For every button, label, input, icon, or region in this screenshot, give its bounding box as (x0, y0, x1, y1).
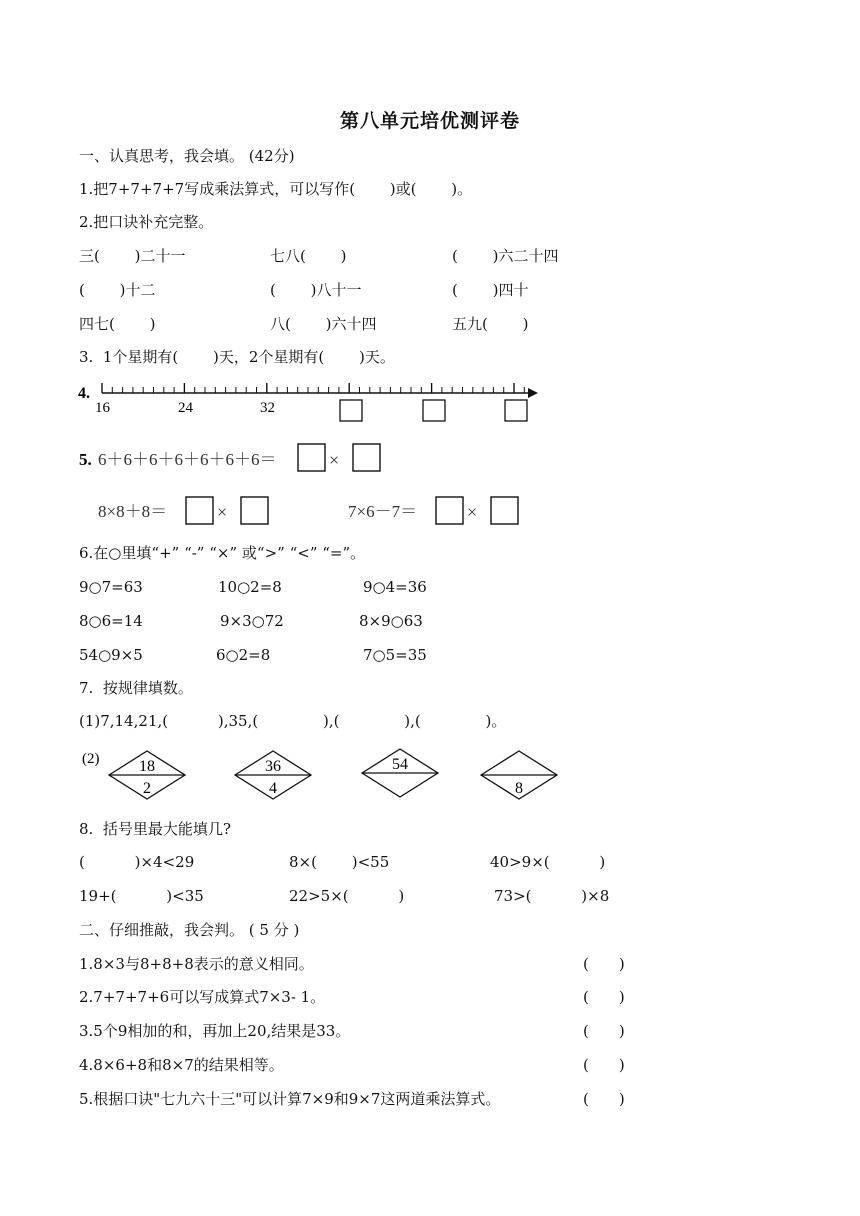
symbol-cell: 9○7=63 (79, 578, 143, 596)
verse-cell: 四七( ) (79, 315, 156, 333)
times-sign: × (467, 502, 478, 522)
diamond (481, 751, 557, 799)
inequality-cell: 40>9×( ) (490, 853, 606, 871)
question-4-label: 4. (78, 385, 90, 402)
question-6-prompt: 6.在○里填“+” “-” “×” 或“>” “<” “=”。 (79, 544, 366, 562)
diamond (362, 749, 438, 797)
answer-box[interactable] (353, 444, 380, 471)
tick-label: 24 (178, 400, 193, 416)
verse-cell: 七八( ) (270, 247, 347, 265)
diamond-top: 18 (139, 758, 155, 775)
number-line-ticks (102, 383, 524, 393)
times-sign: × (329, 450, 340, 470)
judge-answer-slot[interactable]: ( ) (583, 1022, 625, 1040)
expression-1: 6＋6＋6＋6＋6＋6＋6＝ (98, 450, 277, 469)
judge-item: 3.5个9相加的和，再加上20,结果是33。 (79, 1022, 351, 1040)
verse-cell: ( )六二十四 (452, 247, 559, 265)
diamond-top: 54 (392, 756, 408, 773)
inequality-cell: 22>5×( ) (289, 887, 405, 905)
judge-answer-slot[interactable]: ( ) (583, 988, 625, 1006)
diamond (235, 751, 311, 799)
times-sign: × (217, 502, 228, 522)
judge-answer-slot[interactable]: ( ) (583, 1056, 625, 1074)
sequence-line: (1)7,14,21,( ),35,( ),( ),( )。 (79, 712, 507, 730)
tick-label: 32 (260, 400, 275, 416)
question-3: 3. 1个星期有( )天，2个星期有( )天。 (79, 348, 395, 366)
answer-box[interactable] (491, 497, 518, 524)
inequality-cell: 73>( )×8 (494, 887, 610, 905)
expression-2: 8×8＋8＝ (98, 502, 168, 521)
judge-item: 4.8×6+8和8×7的结果相等。 (79, 1056, 284, 1074)
verse-cell: ( )十二 (79, 281, 156, 299)
question-1: 1.把7+7+7+7写成乘法算式，可以写作( )或( )。 (79, 180, 473, 198)
symbol-cell: 54○9×5 (79, 646, 143, 664)
diamond-figure (76, 742, 576, 812)
question-8-prompt: 8. 括号里最大能填几? (79, 820, 231, 838)
inequality-cell: 19+( )<35 (79, 887, 204, 905)
diamond-bottom: 2 (143, 780, 151, 797)
symbol-cell: 6○2=8 (216, 646, 271, 664)
question-5-label: 5. (79, 450, 92, 469)
judge-answer-slot[interactable]: ( ) (583, 955, 625, 973)
section2-heading: 二、仔细推敲，我会判。 ( 5 分 ) (79, 921, 300, 939)
judge-answer-slot[interactable]: ( ) (583, 1090, 625, 1108)
inequality-cell: 8×( )<55 (289, 853, 390, 871)
number-line-figure (76, 376, 546, 426)
tick-label: 16 (95, 400, 110, 416)
expression-3: 7×6－7＝ (348, 502, 418, 521)
answer-box[interactable] (436, 497, 463, 524)
answer-box[interactable] (505, 400, 527, 421)
judge-item: 5.根据口诀"七九六十三"可以计算7×9和9×7这两道乘法算式。 (79, 1090, 501, 1108)
number-line-arrow (528, 388, 538, 398)
question-2-prompt: 2.把口诀补充完整。 (79, 213, 214, 231)
page-title: 第八单元培优测评卷 (339, 110, 520, 132)
answer-box[interactable] (241, 497, 268, 524)
inequality-cell: ( )×4<29 (79, 853, 195, 871)
symbol-cell: 9○4=36 (363, 578, 427, 596)
part-2-label: (2) (82, 751, 100, 767)
diamond-bottom: 8 (515, 780, 523, 797)
answer-box[interactable] (340, 400, 362, 421)
question-7-prompt: 7. 按规律填数。 (79, 679, 193, 697)
symbol-cell: 7○5=35 (363, 646, 427, 664)
section1-heading: 一、认真思考，我会填。 (42分) (79, 147, 295, 165)
verse-cell: 三( )二十一 (79, 247, 186, 265)
diamond-bottom: 4 (269, 780, 277, 797)
judge-item: 1.8×3与8+8+8表示的意义相同。 (79, 955, 314, 973)
answer-box[interactable] (423, 400, 445, 421)
judge-item: 2.7+7+7+6可以写成算式7×3- 1。 (79, 988, 326, 1006)
verse-cell: 八( )六十四 (270, 315, 377, 333)
symbol-cell: 8×9○63 (359, 612, 423, 630)
verse-cell: ( )八十一 (270, 281, 362, 299)
verse-cell: ( )四十 (452, 281, 529, 299)
symbol-cell: 8○6=14 (79, 612, 143, 630)
diamond (109, 751, 185, 799)
answer-box[interactable] (298, 444, 325, 471)
question-5-figure (76, 436, 536, 536)
diamond-top: 36 (265, 758, 281, 775)
symbol-cell: 10○2=8 (218, 578, 282, 596)
symbol-cell: 9×3○72 (220, 612, 284, 630)
answer-box[interactable] (186, 497, 213, 524)
verse-cell: 五九( ) (452, 315, 529, 333)
